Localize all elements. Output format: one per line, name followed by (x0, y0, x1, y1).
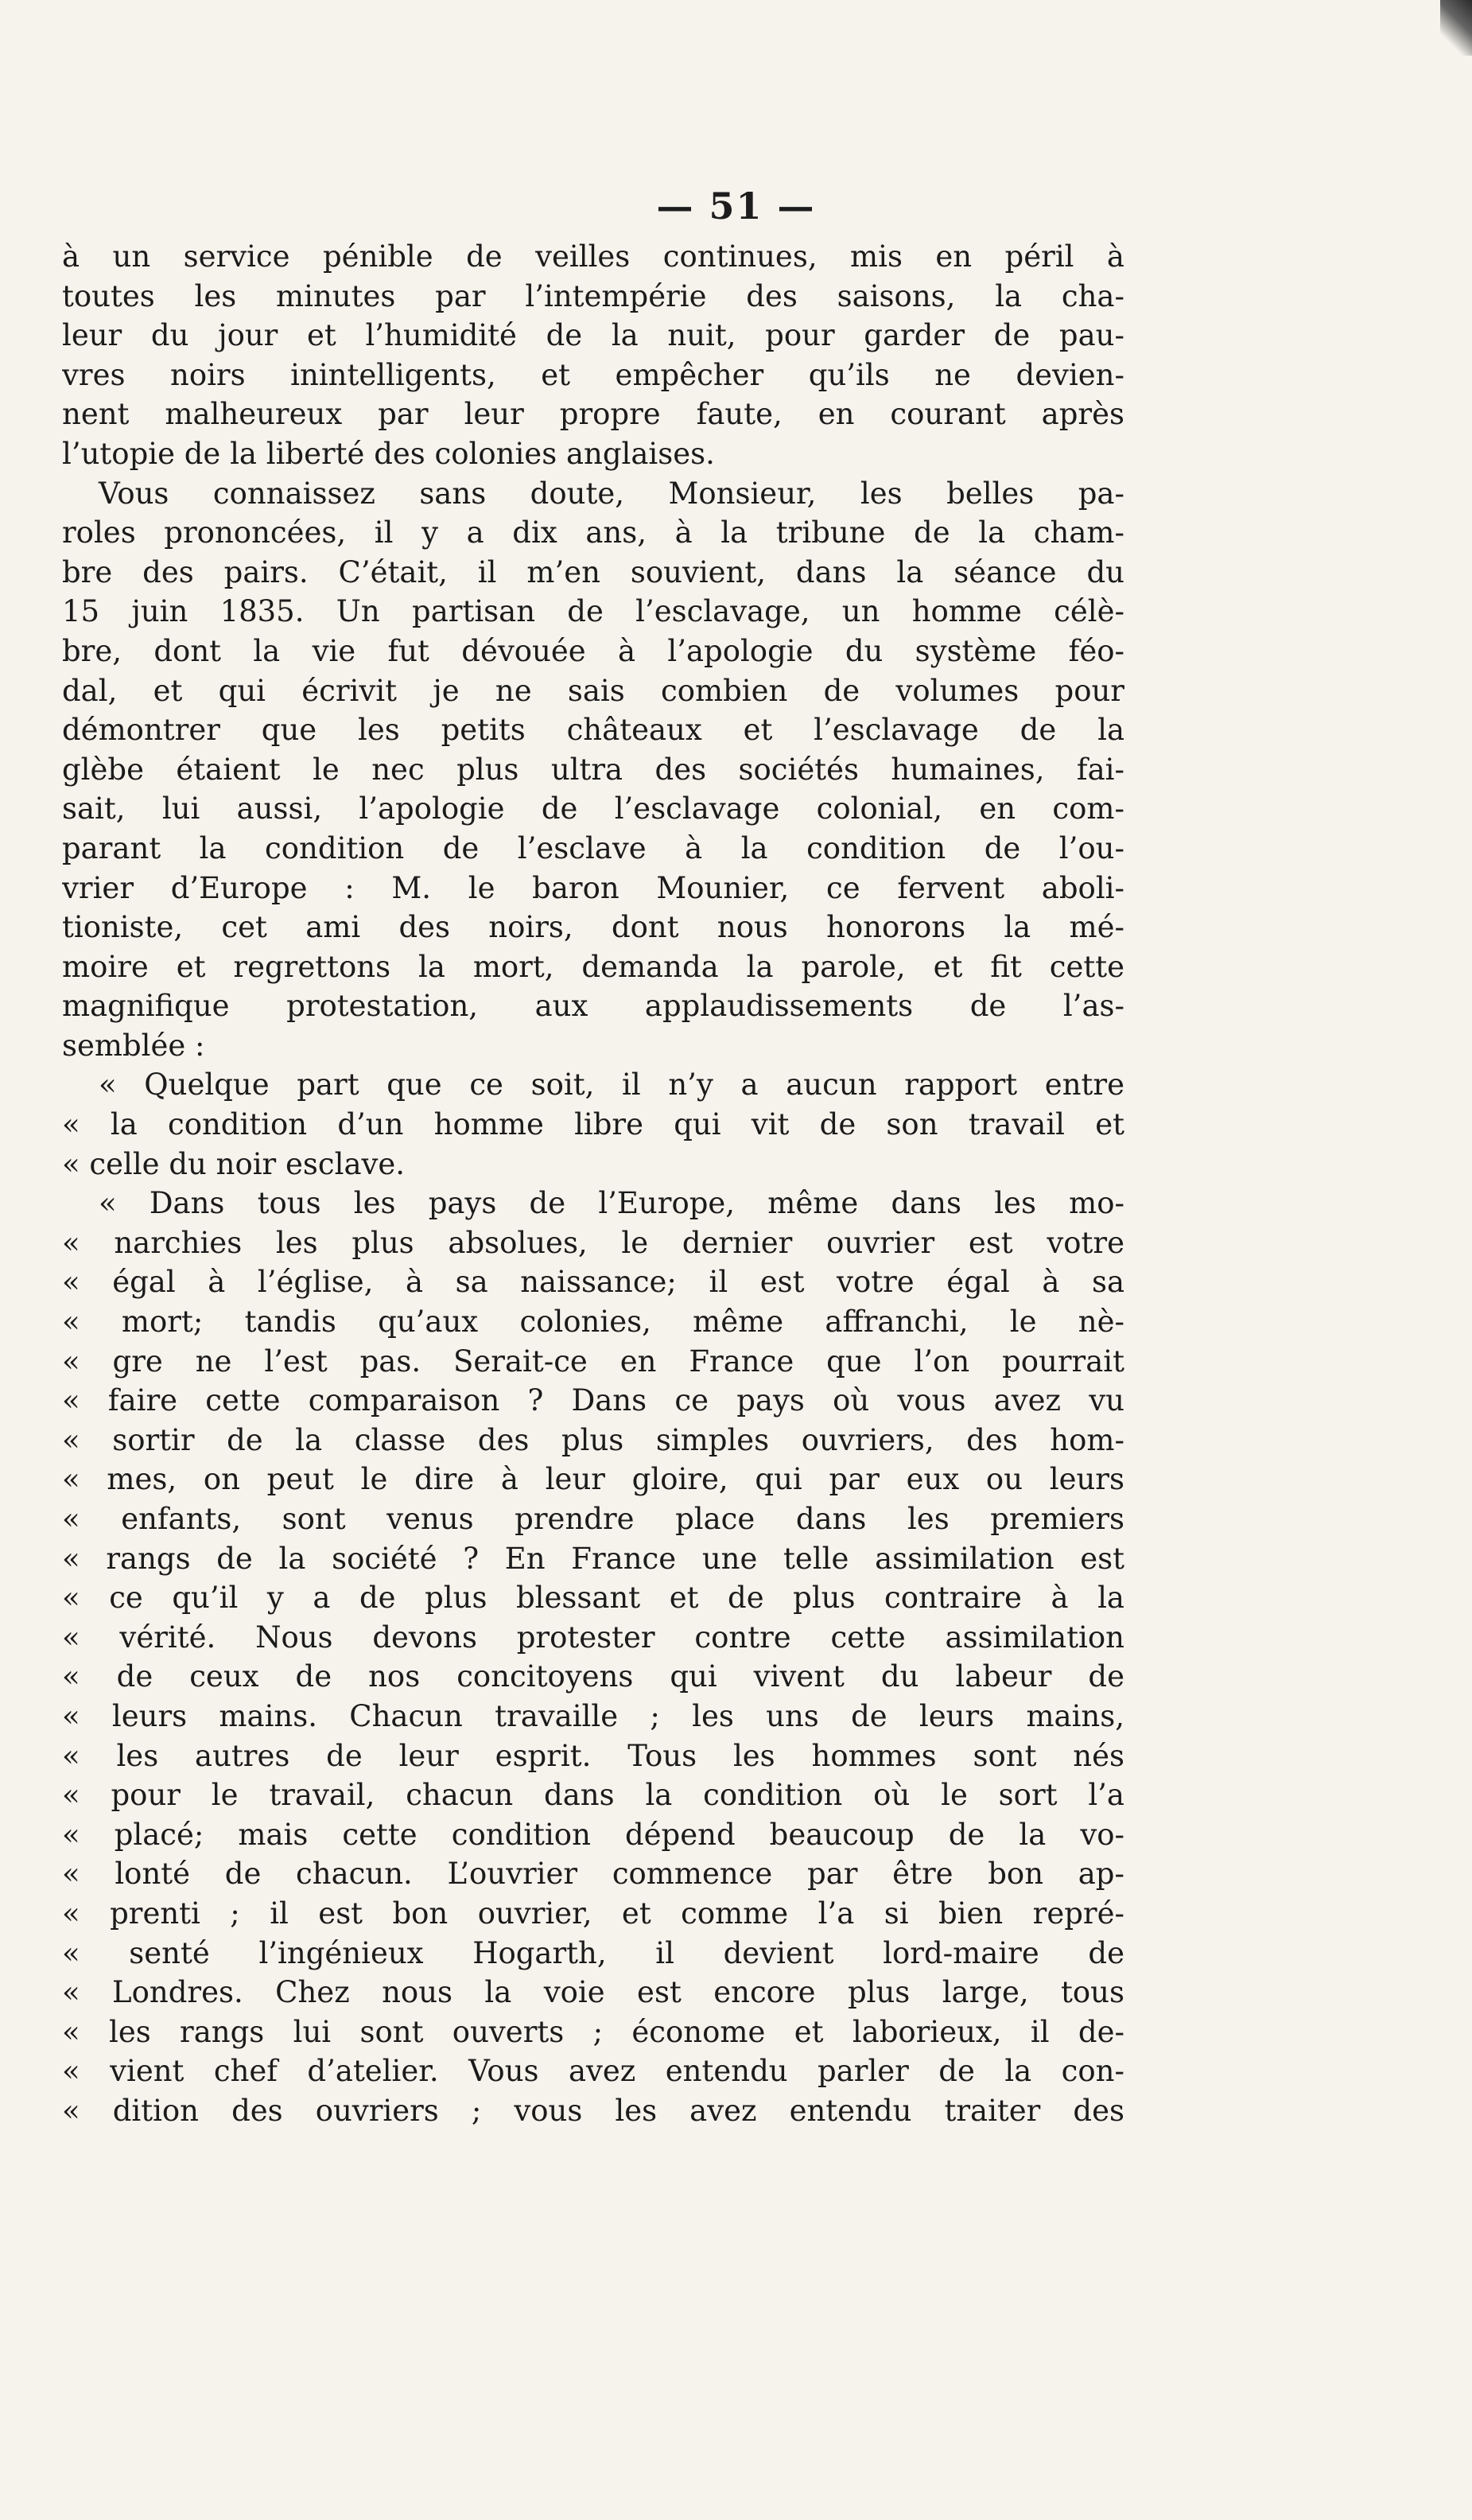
text-line: magnifique protestation, aux applaudissements de l’as- (62, 989, 1124, 1024)
text-line: sait, lui aussi, l’apologie de l’esclavage colonial, en com- (62, 791, 1124, 826)
text-line: « de ceux de nos concitoyens qui vivent du labeur de (62, 1659, 1124, 1694)
text-line: leur du jour et l’humidité de la nuit, pour garder de pau- (62, 318, 1124, 353)
text-line: « égal à l’église, à sa naissance; il est votre égal à sa (62, 1265, 1124, 1300)
text-line: « mort; tandis qu’aux colonies, même affranchi, le nè- (62, 1305, 1124, 1340)
text-line: « vérité. Nous devons protester contre cette assimilation (62, 1620, 1124, 1655)
text-line: bre, dont la vie fut dévouée à l’apologie du système féo- (62, 633, 1124, 668)
text-line: « enfants, sont venus prendre place dans les premiers (62, 1502, 1124, 1536)
text-line: « lonté de chacun. L’ouvrier commence par être bon ap- (62, 1857, 1124, 1892)
text-line: l’utopie de la liberté des colonies anglaises. (62, 436, 715, 471)
text-line: dal, et qui écrivit je ne sais combien de volumes pour (62, 673, 1124, 708)
text-line: « placé; mais cette condition dépend beaucoup de la vo- (62, 1817, 1124, 1852)
text-line: « gre ne l’est pas. Serait-ce en France que l’on pourrait (62, 1344, 1124, 1379)
text-line: « rangs de la société ? En France une telle assimilation est (62, 1541, 1124, 1576)
text-line: parant la condition de l’esclave à la condition de l’ou- (62, 830, 1124, 865)
text-line: démontrer que les petits châteaux et l’esclavage de la (62, 713, 1124, 748)
text-line: « Londres. Chez nous la voie est encore plus large, tous (62, 1975, 1124, 2010)
text-line: tioniste, cet ami des noirs, dont nous honorons la mé- (62, 910, 1124, 945)
text-line: « faire cette comparaison ? Dans ce pays où vous avez vu (62, 1383, 1124, 1418)
text-line: « vient chef d’atelier. Vous avez entendu parler de la con- (62, 2054, 1124, 2089)
text-line: vres noirs inintelligents, et empêcher qu’ils ne devien- (62, 357, 1124, 392)
text-line: « la condition d’un homme libre qui vit de son travail et (62, 1107, 1124, 1142)
text-line: « Dans tous les pays de l’Europe, même dans les mo- (99, 1186, 1124, 1221)
text-line: « les rangs lui sont ouverts ; économe et laborieux, il de- (62, 2014, 1124, 2049)
text-line: semblée : (62, 1028, 205, 1063)
text-line: « narchies les plus absolues, le dernier ouvrier est votre (62, 1225, 1124, 1260)
body-text (62, 237, 1124, 2131)
text-line: « les autres de leur esprit. Tous les hommes sont nés (62, 1738, 1124, 1773)
text-line: à un service pénible de veilles continues, mis en péril à (62, 239, 1124, 274)
text-line: moire et regrettons la mort, demanda la parole, et fit cette (62, 949, 1124, 984)
text-line: 15 juin 1835. Un partisan de l’esclavage, un homme célè- (62, 594, 1124, 629)
text-line: « prenti ; il est bon ouvrier, et comme l’a si bien repré- (62, 1896, 1124, 1931)
page-corner-shadow (1440, 0, 1472, 56)
text-line: « celle du noir esclave. (62, 1146, 406, 1181)
text-line: « dition des ouvriers ; vous les avez entendu traiter des (62, 2093, 1124, 2128)
text-line: nent malheureux par leur propre faute, en courant après (62, 397, 1124, 432)
text-line: vrier d’Europe : M. le baron Mounier, ce fervent aboli- (62, 870, 1124, 905)
text-line: Vous connaissez sans doute, Monsieur, les belles pa- (99, 476, 1124, 511)
text-line: « leurs mains. Chacun travaille ; les uns de leurs mains, (62, 1698, 1124, 1733)
text-line: « senté l’ingénieux Hogarth, il devient lord-maire de (62, 1935, 1124, 1970)
text-line: « Quelque part que ce soit, il n’y a aucun rapport entre (99, 1068, 1124, 1102)
text-line: « mes, on peut le dire à leur gloire, qui par eux ou leurs (62, 1462, 1124, 1497)
text-line: toutes les minutes par l’intempérie des saisons, la cha- (62, 278, 1124, 313)
text-line: glèbe étaient le nec plus ultra des sociétés humaines, fai- (62, 752, 1124, 787)
text-line: « ce qu’il y a de plus blessant et de plus contraire à la (62, 1581, 1124, 1616)
text-line: roles prononcées, il y a dix ans, à la tribune de la cham- (62, 515, 1124, 550)
text-line: « sortir de la classe des plus simples ouvriers, des hom- (62, 1422, 1124, 1457)
page-number: — 51 — (656, 185, 816, 228)
text-line: bre des pairs. C’était, il m’en souvient, dans la séance du (62, 554, 1124, 589)
text-line: « pour le travail, chacun dans la condition où le sort l’a (62, 1778, 1124, 1813)
